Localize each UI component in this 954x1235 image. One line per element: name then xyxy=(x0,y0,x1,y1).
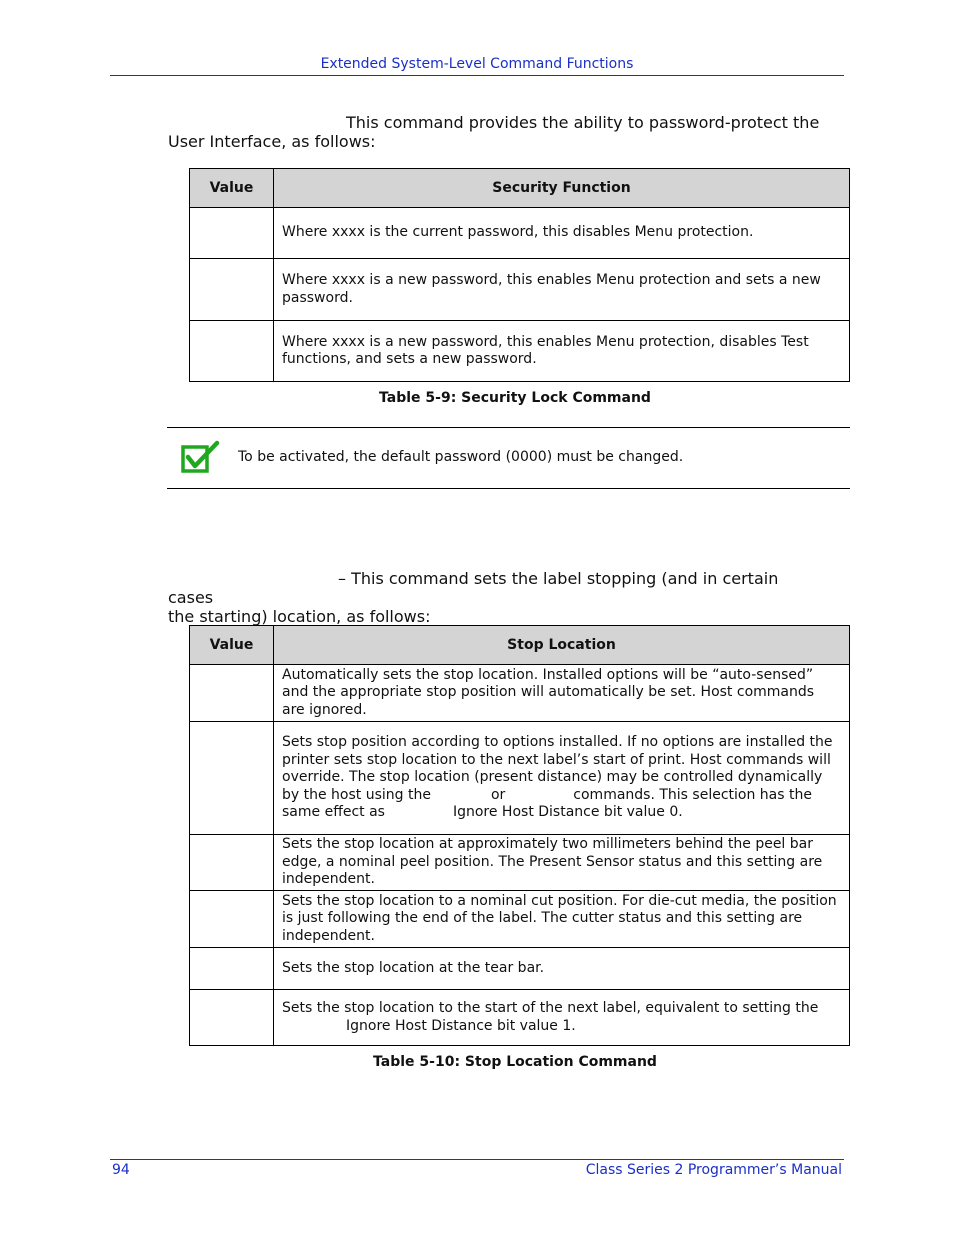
value-cell xyxy=(190,321,274,382)
header-rule xyxy=(110,75,844,76)
stop-cell: Sets the stop location to a nominal cut position. For die-cut media, the position is just following the end of the label. The cutter status and this setting are independent. xyxy=(274,891,850,948)
col-header-stop-location: Stop Location xyxy=(274,626,850,665)
table-row xyxy=(190,259,850,321)
stop-text: commands. This selection has the xyxy=(573,786,812,803)
col-header-value: Value xyxy=(190,169,274,208)
function-cell: Where xxxx is a new password, this enables Menu protection, disables Test functions, and sets a new password. xyxy=(274,321,850,382)
note-bottom-rule xyxy=(167,488,850,489)
value-cell xyxy=(190,722,274,835)
stop-text: Sets the stop location to the start of the next label, equivalent to setting the xyxy=(282,1000,819,1016)
table-row xyxy=(190,321,850,382)
footer-rule xyxy=(110,1159,844,1160)
security-lock-table xyxy=(189,168,850,382)
stop-cell: Sets the stop location at approximately two millimeters behind the peel bar edge, a nominal peel position. The Present Sensor status and this setting are independent. xyxy=(274,835,850,891)
table-row xyxy=(190,891,850,948)
table-row xyxy=(190,990,850,1046)
stop-location-table xyxy=(189,625,850,1046)
stop-cell: Automatically sets the stop location. Installed options will be “auto-sensed” and the appropriate stop position will automatically be set. Host commands are ignored. xyxy=(274,665,850,722)
manual-title: Class Series 2 Programmer’s Manual xyxy=(585,1162,842,1178)
security-intro-line1: This command provides the ability to password-protect the xyxy=(346,113,820,132)
stop-location-intro xyxy=(168,569,828,626)
check-box-icon xyxy=(180,440,220,474)
col-header-security-function: Security Function xyxy=(274,169,850,208)
running-header: Extended System-Level Command Functions xyxy=(320,56,634,72)
value-cell xyxy=(190,948,274,990)
table-caption-5-9: Table 5-9: Security Lock Command xyxy=(379,390,651,406)
value-cell xyxy=(190,259,274,321)
value-cell xyxy=(190,891,274,948)
stop-text: or xyxy=(490,786,506,803)
stop-text: Ignore Host Distance bit value 1. xyxy=(346,1017,576,1034)
stop-cell xyxy=(274,722,850,835)
stop-cell xyxy=(274,990,850,1046)
table-row xyxy=(190,665,850,722)
col-header-value: Value xyxy=(190,626,274,665)
stop-intro-line2: the starting) location, as follows: xyxy=(168,607,431,626)
stop-text: Sets stop position according to options installed. If no options are installed the printer sets stop location to the next label’s start of print. Host commands will override. The stop location (present distance) may be controlled dynamically xyxy=(282,734,833,786)
stop-intro-line1: – This command sets the label stopping (and in certain cases xyxy=(168,569,779,607)
function-cell: Where xxxx is a new password, this enables Menu protection and sets a new password. xyxy=(274,259,850,321)
table-row xyxy=(190,948,850,990)
value-cell xyxy=(190,665,274,722)
stop-text: Ignore Host Distance bit value 0. xyxy=(452,804,683,821)
stop-text: by the host using the xyxy=(282,786,431,803)
security-intro-line2: User Interface, as follows: xyxy=(168,132,376,151)
table-row xyxy=(190,208,850,259)
value-cell xyxy=(190,208,274,259)
stop-text: same effect as xyxy=(282,804,385,821)
table-row xyxy=(190,835,850,891)
table-row xyxy=(190,722,850,835)
table-caption-5-10: Table 5-10: Stop Location Command xyxy=(373,1054,657,1070)
stop-cell: Sets the stop location at the tear bar. xyxy=(274,948,850,990)
note-text: To be activated, the default password (0000) must be changed. xyxy=(238,449,684,465)
page-number: 94 xyxy=(112,1162,130,1178)
security-intro xyxy=(168,113,828,151)
value-cell xyxy=(190,990,274,1046)
note-top-rule xyxy=(167,427,850,428)
function-cell: Where xxxx is the current password, this disables Menu protection. xyxy=(274,208,850,259)
value-cell xyxy=(190,835,274,891)
